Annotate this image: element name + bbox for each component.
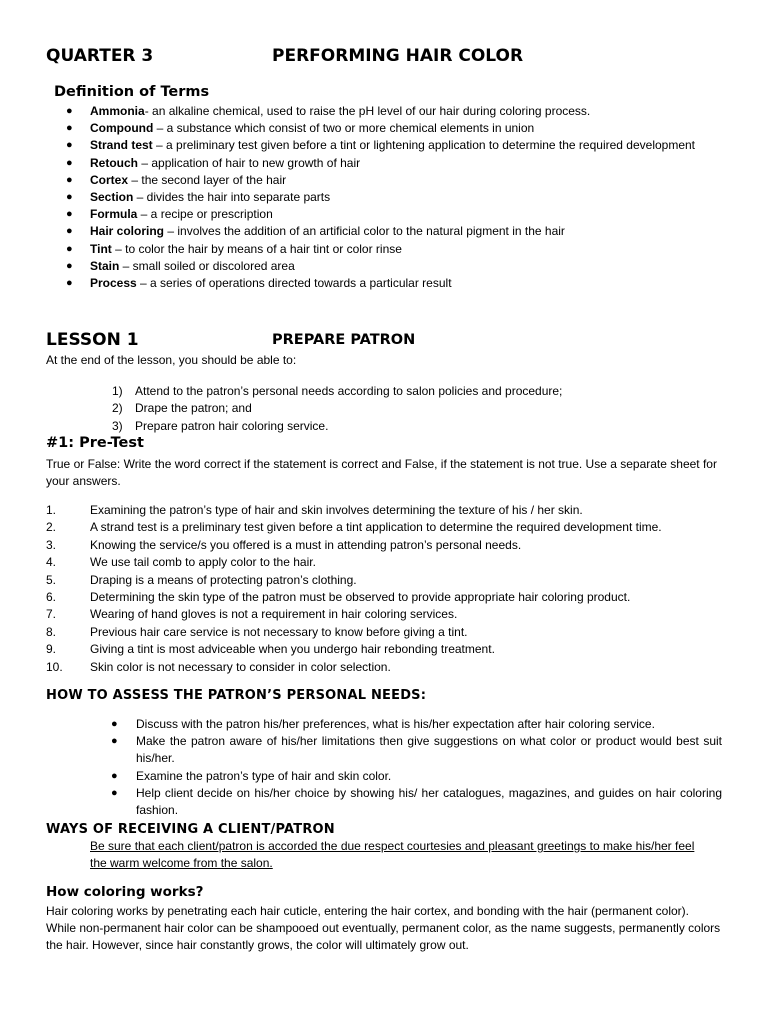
- pretest-item: [46, 572, 726, 589]
- objective-item: [112, 418, 712, 435]
- bullet-icon: ●: [66, 173, 73, 186]
- definition-term: Strand test: [90, 138, 153, 153]
- objectives-list: [112, 383, 712, 435]
- pretest-text: Determining the skin type of the patron must be observed to provide appropriate hair coloring product.: [90, 590, 631, 605]
- definition-term: Ammonia: [90, 104, 145, 118]
- definition-item: [66, 172, 726, 189]
- pretest-item: [46, 537, 726, 554]
- assess-text: Examine the patron’s type of hair and skin color.: [136, 768, 392, 783]
- pretest-item: [46, 589, 726, 606]
- definition-desc: – involves the addition of an artificial color to the natural pigment in the hair: [164, 224, 565, 239]
- definition-desc: – a recipe or prescription: [137, 207, 273, 222]
- objective-number: 2): [112, 401, 123, 416]
- pretest-text: Draping is a means of protecting patron’s clothing.: [90, 572, 357, 587]
- pretest-number: 10.: [46, 659, 63, 674]
- quarter-label: QUARTER 3: [46, 46, 154, 66]
- pretest-item: [46, 519, 726, 536]
- bullet-icon: ●: [66, 139, 73, 152]
- objective-text: Drape the patron; and: [135, 401, 252, 416]
- pretest-number: 2.: [46, 520, 57, 535]
- objective-item: [112, 400, 712, 417]
- objective-number: 3): [112, 418, 123, 433]
- definition-item: [66, 275, 726, 292]
- bullet-icon: ●: [66, 259, 73, 272]
- assess-list: [112, 716, 722, 819]
- definition-term: Compound: [90, 121, 154, 136]
- pretest-list: [46, 502, 726, 676]
- lesson-number: LESSON 1: [46, 330, 139, 350]
- definition-desc: – a substance which consist of two or more chemical elements in union: [153, 121, 535, 136]
- bullet-icon: ●: [111, 735, 118, 748]
- pretest-number: 4.: [46, 555, 57, 570]
- pretest-text: A strand test is a preliminary test given before a tint application to determine the required development time.: [90, 520, 662, 535]
- definition-term: Hair coloring: [90, 224, 165, 239]
- bullet-icon: ●: [66, 242, 73, 255]
- assess-text: Make the patron aware of his/her limitations then give suggestions on what color or product would best suit his/her.: [136, 734, 722, 766]
- definition-item: [66, 137, 726, 154]
- definition-item: [66, 258, 726, 275]
- definition-term: Process: [90, 276, 137, 291]
- assess-text: Discuss with the patron his/her preferences, what is his/her expectation after hair coloring service.: [136, 717, 655, 731]
- assess-item: [112, 785, 722, 819]
- pretest-text: Previous hair care service is not necessary to know before giving a tint.: [90, 624, 468, 639]
- pretest-text: We use tail comb to apply color to the hair.: [90, 555, 316, 570]
- bullet-icon: ●: [66, 122, 73, 135]
- objective-item: [112, 383, 712, 400]
- pretest-number: 8.: [46, 624, 57, 639]
- bullet-icon: ●: [66, 156, 73, 169]
- definitions-list: [66, 103, 726, 292]
- pretest-number: 9.: [46, 642, 57, 657]
- bullet-icon: ●: [111, 769, 118, 782]
- assess-item: [112, 716, 722, 733]
- assess-heading: HOW TO ASSESS THE PATRON’S PERSONAL NEEDS:: [46, 688, 427, 703]
- coloring-text: Hair coloring works by penetrating each hair cuticle, entering the hair cortex, and bonding with the hair (permanent color). While non-permanent hair color can be shampooed out eventually, permanent color, as the name suggests, permanently colors the hair. However, since hair constantly grows, the color will ultimately grow out.: [46, 904, 721, 952]
- definition-item: [66, 223, 726, 240]
- bullet-icon: ●: [66, 277, 73, 290]
- definition-item: [66, 155, 726, 172]
- pretest-item: [46, 502, 726, 519]
- pretest-instructions: True or False: Write the word correct if the statement is correct and False, if the statement is not true. Use a separate sheet for your answers.: [46, 457, 717, 488]
- pretest-item: [46, 641, 726, 658]
- lesson-header: [46, 330, 726, 352]
- definition-desc: – small soiled or discolored area: [119, 258, 295, 273]
- coloring-heading: How coloring works?: [46, 884, 204, 900]
- lesson-name: PREPARE PATRON: [272, 332, 416, 348]
- definition-item: [66, 120, 726, 137]
- page-header: [46, 46, 726, 68]
- bullet-icon: ●: [111, 786, 118, 799]
- definition-term: Cortex: [90, 172, 129, 187]
- definition-term: Section: [90, 190, 134, 205]
- assess-item: [112, 768, 722, 785]
- definition-desc: - an alkaline chemical, used to raise the pH level of our hair during coloring process.: [144, 104, 591, 118]
- definition-desc: – to color the hair by means of a hair tint or color rinse: [111, 241, 402, 256]
- definition-term: Stain: [90, 258, 120, 273]
- bullet-icon: ●: [66, 208, 73, 221]
- pretest-item: [46, 624, 726, 641]
- pretest-text: Wearing of hand gloves is not a requirement in hair coloring services.: [90, 607, 458, 622]
- definition-item: [66, 241, 726, 258]
- definition-desc: – application of hair to new growth of hair: [138, 155, 361, 170]
- bullet-icon: ●: [66, 225, 73, 238]
- lesson-intro: At the end of the lesson, you should be able to:: [46, 353, 297, 367]
- objective-number: 1): [112, 384, 123, 398]
- objective-text: Prepare patron hair coloring service.: [135, 418, 329, 433]
- definition-desc: – the second layer of the hair: [128, 172, 287, 187]
- definition-item: [66, 103, 726, 120]
- pretest-item: [46, 659, 726, 676]
- bullet-icon: ●: [66, 191, 73, 204]
- assess-text: Help client decide on his/her choice by showing his/ her catalogues, magazines, and guides on hair coloring fashion.: [136, 785, 722, 818]
- pretest-item: [46, 606, 726, 623]
- definitions-heading: Definition of Terms: [54, 84, 210, 100]
- page-title: PERFORMING HAIR COLOR: [272, 46, 524, 66]
- definition-item: [66, 206, 726, 223]
- objective-text: Attend to the patron’s personal needs according to salon policies and procedure;: [135, 384, 563, 398]
- pretest-text: Knowing the service/s you offered is a must in attending patron’s personal needs.: [90, 537, 522, 552]
- assess-item: [112, 733, 722, 767]
- pretest-number: 6.: [46, 590, 57, 605]
- bullet-icon: ●: [111, 718, 118, 730]
- definition-term: Retouch: [90, 155, 138, 170]
- definition-term: Formula: [90, 207, 138, 222]
- pretest-text: Skin color is not necessary to consider in color selection.: [90, 659, 391, 674]
- pretest-text: Examining the patron’s type of hair and skin involves determining the texture of his / her skin.: [90, 503, 583, 517]
- definition-desc: – a series of operations directed towards a particular result: [136, 276, 452, 291]
- receiving-text: Be sure that each client/patron is accorded the due respect courtesies and pleasant greetings to make his/her feel the warm welcome from the salon.: [90, 839, 695, 871]
- pretest-number: 7.: [46, 607, 57, 622]
- receiving-heading: WAYS OF RECEIVING A CLIENT/PATRON: [46, 822, 335, 837]
- pretest-heading: #1: Pre-Test: [46, 435, 144, 451]
- pretest-number: 1.: [46, 503, 57, 517]
- definition-desc: – divides the hair into separate parts: [133, 190, 331, 205]
- pretest-text: Giving a tint is most adviceable when you undergo hair rebonding treatment.: [90, 642, 495, 657]
- definition-term: Tint: [90, 241, 112, 256]
- definition-desc: – a preliminary test given before a tint or lightening application to determine the required development: [152, 138, 696, 153]
- definition-item: [66, 189, 726, 206]
- pretest-item: [46, 554, 726, 571]
- bullet-icon: ●: [66, 105, 73, 117]
- pretest-number: 5.: [46, 572, 57, 587]
- pretest-number: 3.: [46, 537, 57, 552]
